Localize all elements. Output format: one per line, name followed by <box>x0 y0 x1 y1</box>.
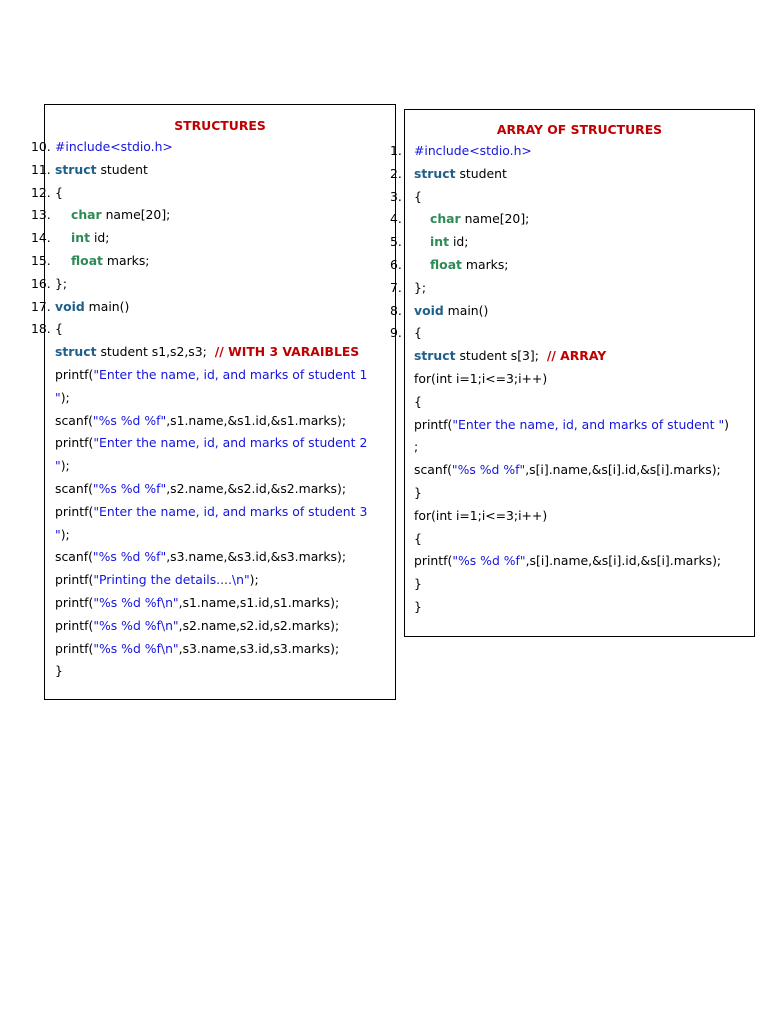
type-token: char <box>430 211 461 227</box>
code-line <box>55 160 148 180</box>
type-token: int <box>71 230 90 246</box>
code-token: scanf( <box>55 481 93 496</box>
code-token: ); <box>60 389 70 405</box>
code-token: printf( <box>55 640 94 656</box>
string-token: " <box>55 458 61 474</box>
code-line <box>55 433 367 453</box>
keyword-token: struct <box>55 161 97 177</box>
code-token: for(int i=1;i<=3;i++) <box>414 507 548 523</box>
code-line <box>55 616 339 636</box>
preprocessor-token: #include<stdio.h> <box>55 139 173 154</box>
string-token: "%s %d %f" <box>451 462 526 478</box>
code-line <box>71 205 170 225</box>
code-token: ,s3.name,s3.id,s3.marks); <box>178 640 340 656</box>
string-token: "%s %d %f" <box>92 412 167 428</box>
code-token: printf( <box>55 595 94 610</box>
line-number: 3. <box>390 188 402 204</box>
line-number: 8. <box>390 302 402 318</box>
string-token: "%s %d %f" <box>92 549 167 565</box>
code-token: name[20]; <box>460 211 530 227</box>
type-token: float <box>430 257 462 272</box>
code-token: id; <box>449 234 469 250</box>
code-token: student <box>96 161 148 177</box>
code-line <box>414 278 426 298</box>
line-number: 4. <box>390 211 402 227</box>
string-token: "Printing the details....\n" <box>93 572 250 588</box>
code-token: main() <box>443 302 489 318</box>
code-token: { <box>414 325 422 341</box>
code-token: student s1,s2,s3; <box>96 344 215 360</box>
code-token: scanf( <box>55 412 93 428</box>
string-token: "%s %d %f" <box>92 481 167 496</box>
type-token: float <box>71 253 103 268</box>
code-line <box>71 251 150 271</box>
code-line <box>55 639 339 659</box>
line-number: 18. <box>31 321 51 337</box>
code-line <box>430 255 509 275</box>
code-line <box>55 525 70 545</box>
code-line <box>414 369 547 389</box>
code-line <box>55 319 63 339</box>
code-token: ); <box>60 526 70 542</box>
code-line <box>414 415 729 435</box>
code-line <box>414 392 422 412</box>
string-token: " <box>55 526 61 542</box>
line-number: 17. <box>31 298 51 314</box>
code-line <box>414 551 721 571</box>
line-number: 7. <box>390 279 402 295</box>
string-token: "Enter the name, id, and marks of student 1 <box>93 367 368 382</box>
comment-token: // WITH 3 VARAIBLES <box>214 344 360 360</box>
code-line <box>55 547 346 567</box>
line-number: 5. <box>390 234 402 250</box>
code-line <box>55 411 346 431</box>
structures-title: STRUCTURES <box>174 118 266 133</box>
code-line <box>414 301 488 321</box>
line-number: 11. <box>31 161 51 177</box>
code-token: main() <box>84 298 130 314</box>
code-token: { <box>414 393 422 409</box>
keyword-token: struct <box>55 344 97 360</box>
code-token: ,s1.name,&s1.id,&s1.marks); <box>166 412 347 428</box>
code-token: printf( <box>55 503 94 519</box>
code-line <box>414 483 422 503</box>
code-line <box>55 456 70 476</box>
string-token: "Enter the name, id, and marks of student 2 <box>93 435 368 451</box>
line-number: 10. <box>31 139 51 154</box>
code-token: scanf( <box>55 549 93 565</box>
code-line <box>55 274 67 294</box>
code-line <box>55 593 339 613</box>
string-token: "Enter the name, id, and marks of student " <box>452 416 725 432</box>
line-number: 14. <box>31 230 51 246</box>
code-token: { <box>55 184 63 200</box>
code-token: student s[3]; <box>455 348 547 364</box>
code-token: ,s2.name,&s2.id,&s2.marks); <box>166 481 347 496</box>
code-token: for(int i=1;i<=3;i++) <box>414 371 548 386</box>
code-token: } <box>55 663 63 679</box>
code-line <box>55 502 367 522</box>
code-token: }; <box>55 275 68 291</box>
code-token: ,s3.name,&s3.id,&s3.marks); <box>166 549 347 565</box>
code-token: scanf( <box>414 462 452 478</box>
code-token: ,s1.name,s1.id,s1.marks); <box>178 595 340 610</box>
code-token: id; <box>90 230 110 246</box>
code-line <box>55 661 63 681</box>
string-token: "%s %d %f" <box>452 553 526 569</box>
type-token: int <box>430 234 449 250</box>
keyword-token: struct <box>414 348 456 364</box>
string-token: "Enter the name, id, and marks of student 3 <box>93 503 368 519</box>
code-line <box>71 228 109 248</box>
code-line <box>55 137 173 157</box>
line-number: 1. <box>390 143 402 158</box>
code-token: marks; <box>102 253 150 268</box>
code-token: printf( <box>55 572 94 588</box>
line-number: 13. <box>31 207 51 223</box>
keyword-token: struct <box>414 165 456 181</box>
code-token: { <box>55 321 63 337</box>
code-line <box>414 187 422 207</box>
code-line <box>414 323 422 343</box>
code-line <box>414 529 422 549</box>
code-line <box>414 164 507 184</box>
code-line <box>55 365 367 385</box>
line-number: 9. <box>390 325 402 341</box>
line-number: 6. <box>390 257 402 272</box>
code-token: { <box>414 530 422 546</box>
code-line <box>55 388 70 408</box>
line-number: 16. <box>31 275 51 291</box>
code-line <box>414 574 422 594</box>
code-line <box>414 437 418 457</box>
string-token: "%s %d %f\n" <box>93 617 179 633</box>
type-token: char <box>71 207 102 223</box>
code-line <box>430 209 529 229</box>
code-token: printf( <box>55 367 94 382</box>
code-line <box>55 297 129 317</box>
code-line <box>55 570 259 590</box>
code-token: } <box>414 576 422 592</box>
code-line <box>414 597 422 617</box>
code-line <box>430 232 468 252</box>
array-of-structures-title: ARRAY OF STRUCTURES <box>496 122 663 137</box>
string-token: " <box>55 389 61 405</box>
string-token: "%s %d %f\n" <box>93 595 179 610</box>
line-number: 12. <box>31 184 51 200</box>
preprocessor-token: #include<stdio.h> <box>414 143 532 158</box>
keyword-token: void <box>55 298 85 314</box>
line-number: 2. <box>390 165 402 181</box>
code-line <box>55 479 346 499</box>
code-token: ; <box>414 439 419 455</box>
code-token: }; <box>414 279 427 295</box>
code-token: } <box>414 485 422 500</box>
code-token: printf( <box>55 435 94 451</box>
code-token: ,s2.name,s2.id,s2.marks); <box>178 617 340 633</box>
code-token: marks; <box>461 257 509 272</box>
code-line <box>414 460 721 480</box>
comment-token: // ARRAY <box>546 348 607 364</box>
code-line <box>55 183 63 203</box>
code-token: ); <box>249 572 259 588</box>
code-token: ,s[i].name,&s[i].id,&s[i].marks); <box>525 553 722 569</box>
code-token: printf( <box>55 617 94 633</box>
code-line <box>55 342 359 362</box>
code-line <box>414 346 606 366</box>
code-line <box>414 506 547 526</box>
keyword-token: void <box>414 302 444 318</box>
code-token: ) <box>724 416 729 432</box>
code-token: { <box>414 188 422 204</box>
code-token: student <box>455 165 507 181</box>
code-token: printf( <box>414 416 453 432</box>
code-line <box>414 141 532 161</box>
code-token: } <box>414 599 422 614</box>
code-token: printf( <box>414 553 453 569</box>
line-number: 15. <box>31 253 51 268</box>
code-token: name[20]; <box>101 207 171 223</box>
code-token: ); <box>60 458 70 474</box>
code-token: ,s[i].name,&s[i].id,&s[i].marks); <box>525 462 721 478</box>
string-token: "%s %d %f\n" <box>93 640 179 656</box>
